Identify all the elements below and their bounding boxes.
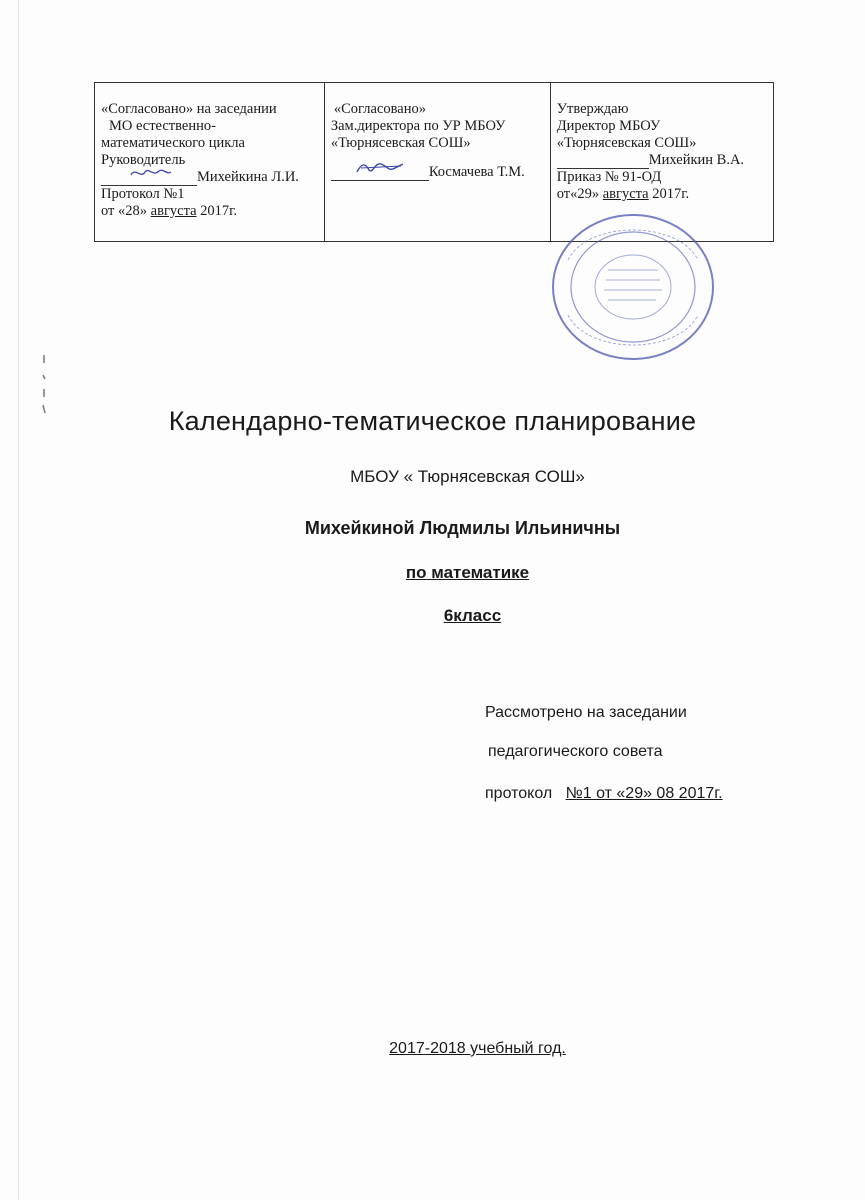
signature-row <box>557 152 769 169</box>
signature-mark <box>101 163 197 183</box>
document-title: Календарно-тематическое планирование <box>168 406 697 436</box>
approval-cell-methodical <box>95 83 325 242</box>
date-year: 2017г. <box>200 203 238 219</box>
reviewed-line: Рассмотрено на заседании <box>485 704 687 721</box>
grade-label: 6класс <box>443 606 502 625</box>
scan-edge-line <box>18 0 19 1200</box>
cycle-text: математического цикла <box>101 135 245 151</box>
date-day: от«29» <box>556 186 600 202</box>
teacher-name: Михейкиной Людмилы Ильиничны <box>304 518 621 538</box>
director-title: Директор МБОУ <box>556 118 661 134</box>
approve-text: Утверждаю <box>556 101 629 117</box>
order-number: Приказ № 91-ОД <box>556 169 662 185</box>
date-month: августа <box>602 186 649 202</box>
approval-date <box>557 186 769 203</box>
protocol-value: №1 от «29» 08 2017г. <box>565 785 723 802</box>
signature-line <box>331 166 429 181</box>
agreed-text: «Согласовано» <box>333 101 426 117</box>
approval-date <box>101 203 320 220</box>
signature-line <box>101 171 197 186</box>
protocol-number: Протокол №1 <box>101 186 185 202</box>
date-day: от «28» <box>101 203 148 219</box>
signature-row <box>101 169 320 186</box>
signer-name: Михейкин В.А. <box>648 152 745 168</box>
approval-cell-deputy <box>324 83 550 242</box>
school-name-short: «Тюрнясевская СОШ» <box>556 135 697 151</box>
signature-mark <box>331 158 429 178</box>
official-stamp-seal <box>548 210 718 365</box>
school-name-short: «Тюрнясевская СОШ» <box>330 135 471 151</box>
date-month: августа <box>150 203 197 219</box>
head-label: Руководитель <box>101 152 186 168</box>
school-name: МБОУ « Тюрнясевская СОШ» <box>350 467 585 486</box>
protocol-label: протокол <box>485 785 553 802</box>
agreed-meeting-text: «Согласовано» на заседании <box>101 101 277 117</box>
council-protocol <box>485 785 723 803</box>
signature-row <box>331 164 546 181</box>
signer-name: Михейкина Л.И. <box>197 169 299 185</box>
mo-text: МО естественно- <box>109 118 216 134</box>
signature-line <box>557 154 649 169</box>
academic-year: 2017-2018 учебный год. <box>389 1040 566 1057</box>
subject-name: по математике <box>405 563 530 582</box>
signer-name: Космачева Т.М. <box>428 164 525 180</box>
deputy-title: Зам.директора по УР МБОУ <box>330 118 506 134</box>
date-year: 2017г. <box>652 186 690 202</box>
council-line: педагогического совета <box>488 743 663 760</box>
